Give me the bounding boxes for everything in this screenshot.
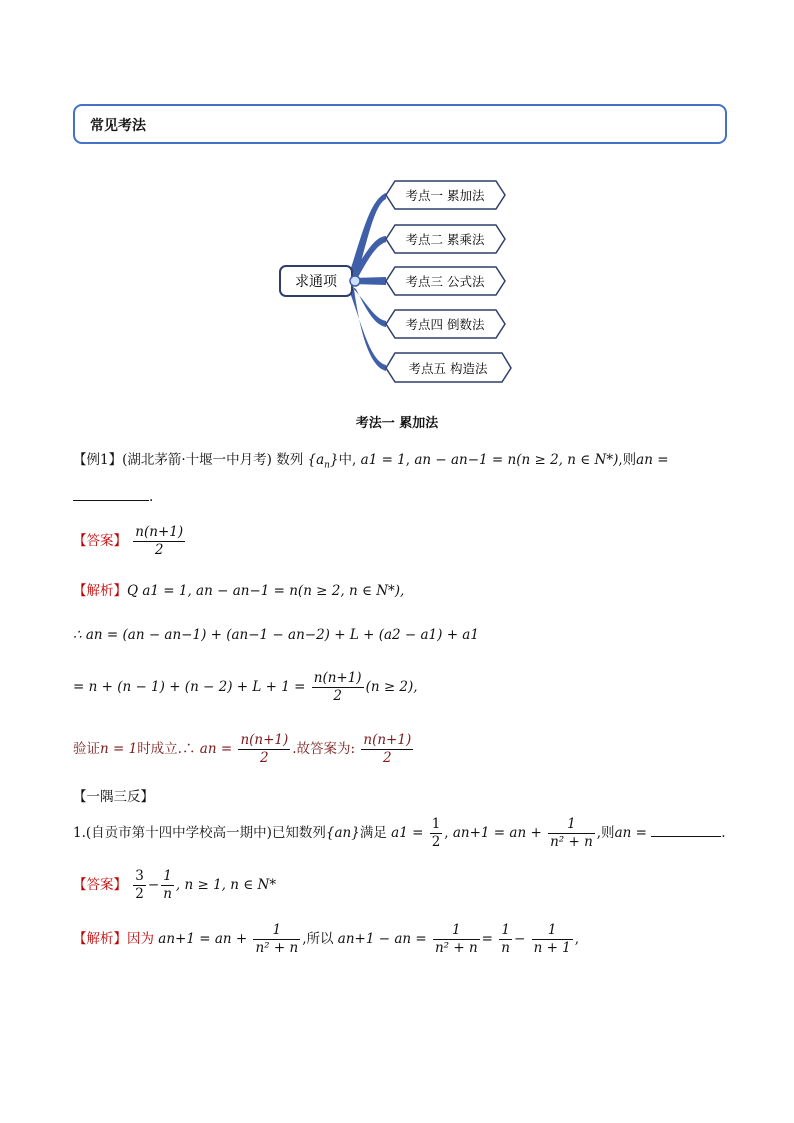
mindmap-diagram [270,175,520,385]
analysis-2-line: 【解析】因为 an+1 = an + $\frac{1}{\text{n² + n}}$ ,所以 an+1 − an = $\frac{1}{\text{n² + n}}$ = $\frac{1}{n}$ − $\frac{1}{n + 1}$ , [73,922,580,956]
example-source: (湖北茅箭·十堰一中月考) [122,452,272,468]
practice-tag: 【一隅三反】 [73,789,154,805]
example-1-blank-line [73,488,153,505]
example-1-line: 【例1】(湖北茅箭·十堰一中月考) 数列 $\{a_n\}$中, a1 = 1, an − an−1 = n(n ≥ 2, n ∈ N*),则an = [73,452,669,471]
example-end-dot: . [149,489,154,505]
section-header-box [73,104,727,144]
analysis-1-line-1: 【解析】Q a1 = 1, an − an−1 = n(n ≥ 2, n ∈ N*), [73,583,405,599]
answer-1-tag: 【答案】 [73,532,127,549]
branch-label-4: 考点四 倒数法 [405,317,485,332]
mindmap-branch-1 [386,181,505,209]
example-stem-a: 数列 [276,452,304,468]
answer-2-line: 【答案】 $\frac{3}{2}$ − $\frac{1}{n}$ , n ≥ 1, n ∈ N* [73,868,277,902]
question-1-blank [651,824,721,837]
analysis-1-tag: 【解析】 [73,583,127,599]
branch-label-2: 考点二 累乘法 [405,232,485,247]
analysis-1-line-2: ∴ an = (an − an−1) + (an−1 − an−2) + L + (a2 − a1) + a1 [73,627,479,643]
answer-1-line [73,524,187,559]
section-title: 常见考法 [90,118,146,134]
example-ask-var: an = [636,452,669,468]
example-cond1: a1 = 1 [360,452,406,468]
branch-label-1: 考点一 累加法 [405,188,485,203]
mindmap-branch-2 [386,225,505,253]
question-1-line: 1.(自贡市第十四中学校高一期中)已知数列{an}满足 a1 = $\frac{1}{2}$ , an+1 = an + $\frac{1}{\text{n² + n}}$ ,则an = . [73,816,726,850]
method-header: 考法一 累加法 [355,416,439,431]
branch-connector-5 [348,287,386,371]
analysis-1-line-4: 验证n = 1时成立.∴ an = $\frac{n(n+1)}{2}$ .故答案为: $\frac{n(n+1)}{2}$ [73,732,412,766]
center-label: 求通项 [295,274,337,290]
example-tag: 【例1】 [73,452,123,468]
analysis-1-fraction-1: $\frac{n(n+1)}{2}$ [313,670,362,704]
example-ask: ,则 [618,452,637,468]
mindmap-branch-3 [386,267,505,295]
mindmap-branch-4 [386,310,505,338]
analysis-2-tag: 【解析】 [73,930,127,947]
question-1-fraction-a1: $\frac{1}{2}$ [431,816,441,850]
answer-1-fraction: $\frac{n(n+1)}{2}$ [135,524,184,558]
answer-blank [73,488,149,501]
branch-connector-1 [348,193,386,279]
center-dot-icon [350,276,360,286]
answer-2-tag: 【答案】 [73,876,127,893]
analysis-1-fraction-2: $\frac{n(n+1)}{2}$ [240,732,289,766]
analysis-1-fraction-3: $\frac{n(n+1)}{2}$ [363,732,412,766]
question-1-fraction-rec: $\frac{1}{\text{n² + n}}$ [550,816,593,850]
branch-label-3: 考点三 公式法 [405,274,485,289]
mindmap-center-node [280,266,360,296]
analysis-1-line-3: = n + (n − 1) + (n − 2) + L + 1 = $\frac{n(n+1)}{2}$ (n ≥ 2), [73,670,418,704]
example-stem-b: 中, [338,452,357,468]
branch-label-5: 考点五 构造法 [408,361,488,376]
answer-2-fraction-2: $\frac{1}{n}$ [163,868,172,902]
example-cond2: an − an−1 = n(n ≥ 2, n ∈ N*) [414,452,619,468]
answer-2-fraction-1: $\frac{3}{2}$ [135,868,144,902]
mindmap-branch-5 [386,353,511,382]
